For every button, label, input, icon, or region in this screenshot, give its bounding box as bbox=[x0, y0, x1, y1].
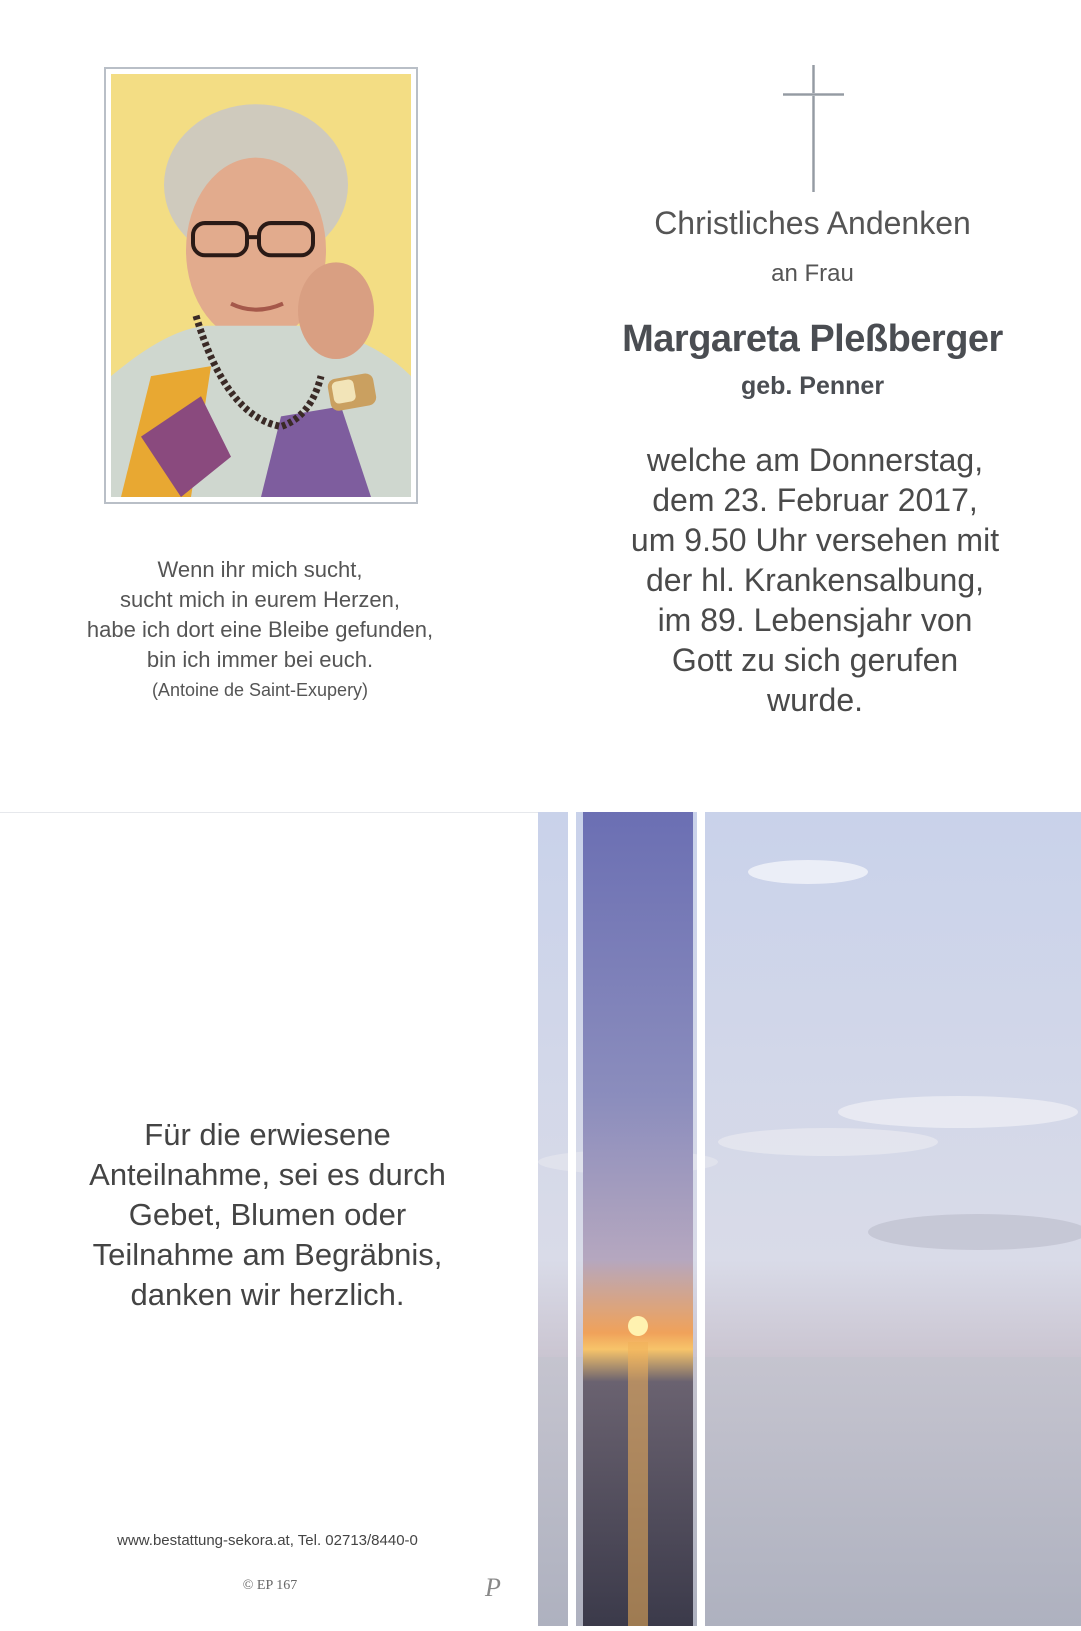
announcement-line: welche am Donnerstag, bbox=[646, 442, 984, 478]
thanks-text bbox=[40, 1115, 495, 1315]
thanks-line: Anteilnahme, sei es durch bbox=[89, 1157, 446, 1192]
death-announcement bbox=[590, 440, 1040, 720]
cross-icon-bar bbox=[783, 93, 844, 96]
deceased-name: Margareta Pleßberger bbox=[622, 318, 1003, 360]
quote-line: Wenn ihr mich sucht, bbox=[157, 557, 363, 582]
announcement-line: dem 23. Februar 2017, bbox=[652, 482, 978, 518]
announcement-line: der hl. Krankensalbung, bbox=[646, 562, 984, 598]
quote-line: sucht mich in eurem Herzen, bbox=[120, 587, 400, 612]
sunset-sea-image bbox=[538, 812, 1081, 1626]
portrait-frame bbox=[104, 67, 418, 504]
quote-author: (Antoine de Saint-Exupery) bbox=[151, 680, 369, 700]
announcement-line: Gott zu sich gerufen bbox=[671, 642, 959, 678]
card-heading: Christliches Andenken bbox=[654, 205, 971, 241]
product-code: © EP 167 bbox=[242, 1578, 298, 1593]
thanks-line: Gebet, Blumen oder bbox=[128, 1197, 407, 1232]
quote-line: bin ich immer bei euch. bbox=[146, 647, 374, 672]
quote-line: habe ich dort eine Bleibe gefunden, bbox=[86, 617, 434, 642]
sunset-illustration bbox=[538, 812, 1081, 1626]
maiden-name: geb. Penner bbox=[740, 372, 885, 400]
salutation: an Frau bbox=[771, 260, 854, 287]
announcement-line: im 89. Lebensjahr von bbox=[657, 602, 973, 638]
announcement-line: um 9.50 Uhr versehen mit bbox=[630, 522, 1000, 558]
announcement-line: wurde. bbox=[766, 682, 864, 718]
quote-text bbox=[40, 555, 480, 675]
portrait-photo bbox=[111, 74, 411, 497]
thanks-line: Für die erwiesene bbox=[144, 1117, 391, 1152]
cross-icon bbox=[812, 65, 815, 192]
footer-contact: www.bestattung-sekora.at, Tel. 02713/8440-0 bbox=[117, 1532, 418, 1549]
portrait-illustration bbox=[111, 74, 411, 497]
thanks-line: Teilnahme am Begräbnis, bbox=[92, 1237, 443, 1272]
thanks-line: danken wir herzlich. bbox=[130, 1277, 405, 1312]
signature-mark: P bbox=[485, 1573, 501, 1602]
